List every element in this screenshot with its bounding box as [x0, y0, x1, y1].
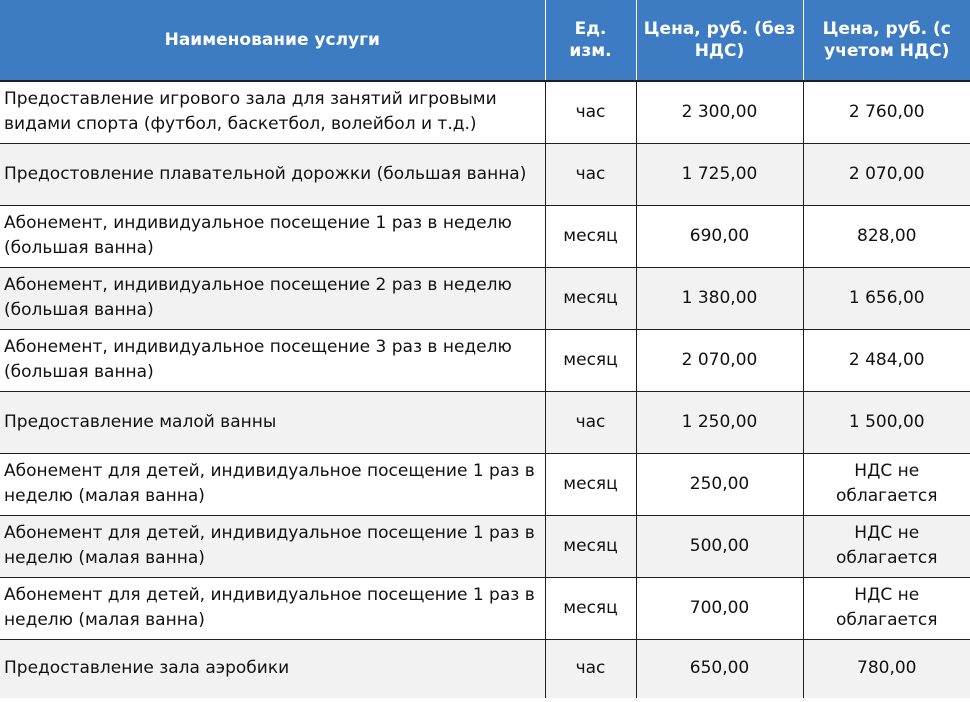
price-no-vat-cell: 700,00 — [636, 577, 803, 639]
header-row — [0, 0, 970, 81]
price-vat-cell: 828,00 — [803, 205, 970, 267]
price-no-vat-cell: 650,00 — [636, 639, 803, 698]
price-vat-cell: 780,00 — [803, 639, 970, 698]
unit-cell: час — [545, 639, 636, 698]
service-cell: Абонемент, индивидуальное посещение 3 раз в неделю (большая ванна) — [0, 329, 545, 391]
table-row — [0, 205, 970, 267]
price-no-vat-cell: 1 250,00 — [636, 391, 803, 453]
unit-cell: месяц — [545, 453, 636, 515]
price-no-vat-cell: 250,00 — [636, 453, 803, 515]
price-no-vat-cell: 2 070,00 — [636, 329, 803, 391]
price-vat-cell: 2 070,00 — [803, 143, 970, 205]
unit-cell: месяц — [545, 577, 636, 639]
service-cell: Абонемент для детей, индивидуальное посещение 1 раз в неделю (малая ванна) — [0, 577, 545, 639]
service-cell: Абонемент, индивидуальное посещение 2 раз в неделю (большая ванна) — [0, 267, 545, 329]
price-vat-cell: 2 484,00 — [803, 329, 970, 391]
price-no-vat-cell: 500,00 — [636, 515, 803, 577]
header-service: Наименование услуги — [0, 0, 545, 81]
header-price-vat: Цена, руб. (с учетом НДС) — [803, 0, 970, 81]
price-no-vat-cell: 1 725,00 — [636, 143, 803, 205]
unit-cell: час — [545, 81, 636, 143]
table-row — [0, 453, 970, 515]
unit-cell: час — [545, 391, 636, 453]
service-cell: Абонемент для детей, индивидуальное посещение 1 раз в неделю (малая ванна) — [0, 453, 545, 515]
price-vat-cell: 2 760,00 — [803, 81, 970, 143]
table-row — [0, 577, 970, 639]
service-cell: Предоставление зала аэробики — [0, 639, 545, 698]
table-row — [0, 329, 970, 391]
unit-cell: месяц — [545, 515, 636, 577]
table-row — [0, 515, 970, 577]
service-cell: Предоставление игрового зала для занятий игровыми видами спорта (футбол, баскетбол, волейбол и т.д.) — [0, 81, 545, 143]
service-cell: Абонемент, индивидуальное посещение 1 раз в неделю (большая ванна) — [0, 205, 545, 267]
table-row — [0, 143, 970, 205]
price-no-vat-cell: 690,00 — [636, 205, 803, 267]
table-row — [0, 81, 970, 143]
price-vat-cell: НДС не облагается — [803, 515, 970, 577]
price-no-vat-cell: 1 380,00 — [636, 267, 803, 329]
service-cell: Предостовление плавательной дорожки (большая ванна) — [0, 143, 545, 205]
unit-cell: месяц — [545, 205, 636, 267]
unit-cell: час — [545, 143, 636, 205]
price-vat-cell: 1 500,00 — [803, 391, 970, 453]
unit-cell: месяц — [545, 267, 636, 329]
price-vat-cell: НДС не облагается — [803, 577, 970, 639]
price-no-vat-cell: 2 300,00 — [636, 81, 803, 143]
unit-cell: месяц — [545, 329, 636, 391]
table-row — [0, 391, 970, 453]
service-cell: Абонемент для детей, индивидуальное посещение 1 раз в неделю (малая ванна) — [0, 515, 545, 577]
price-vat-cell: 1 656,00 — [803, 267, 970, 329]
service-cell: Предоставление малой ванны — [0, 391, 545, 453]
table-row — [0, 639, 970, 698]
table-row — [0, 267, 970, 329]
header-price-no-vat: Цена, руб. (без НДС) — [636, 0, 803, 81]
header-unit: Ед. изм. — [545, 0, 636, 81]
price-vat-cell: НДС не облагается — [803, 453, 970, 515]
